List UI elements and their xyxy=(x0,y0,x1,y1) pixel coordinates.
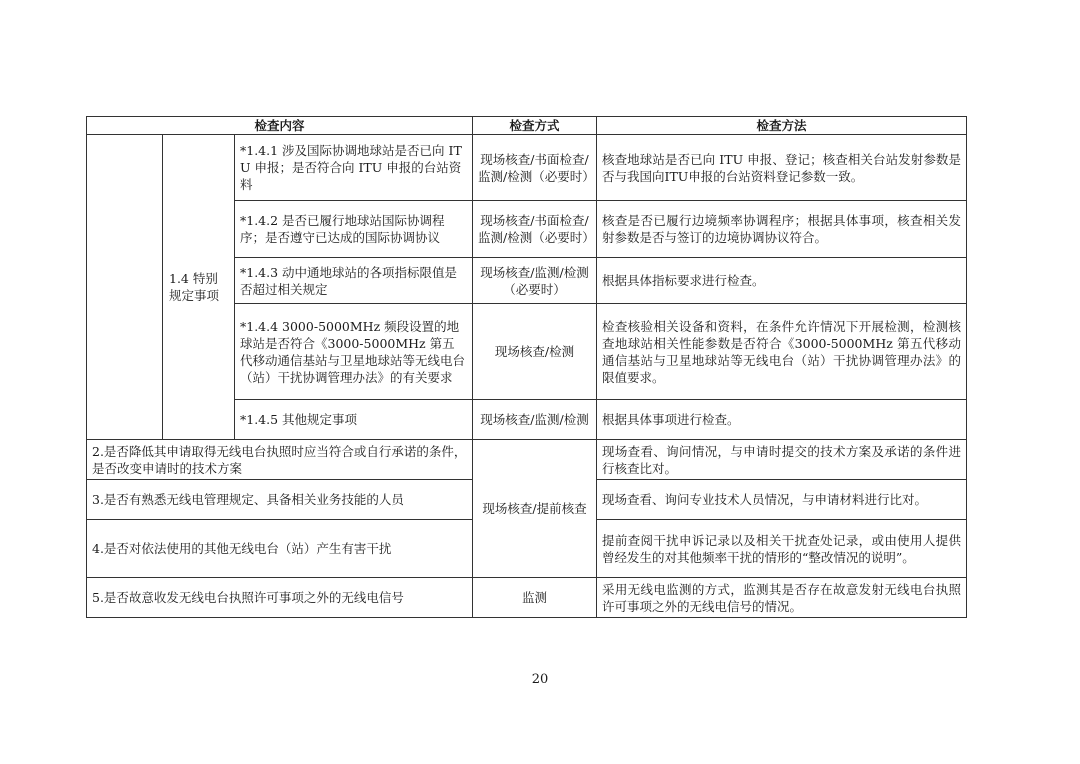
item-content: *1.4.1 涉及国际协调地球站是否已向 ITU 申报；是否符合向 ITU 申报的台站资料 xyxy=(235,135,473,201)
header-row xyxy=(87,117,967,135)
item-content: *1.4.3 动中通地球站的各项指标限值是否超过相关规定 xyxy=(235,258,473,304)
header-content: 检查内容 xyxy=(87,117,473,135)
item-mode: 现场核查/检测 xyxy=(473,304,597,400)
row-method: 现场查看、询问专业技术人员情况，与申请材料进行比对。 xyxy=(597,480,967,520)
section-label: 1.4 特别规定事项 xyxy=(163,135,235,440)
item-content: *1.4.5 其他规定事项 xyxy=(235,400,473,440)
blank-cell xyxy=(87,135,163,440)
row-method: 采用无线电监测的方式，监测其是否存在故意发射无线电台执照许可事项之外的无线电信号的情况。 xyxy=(597,578,967,618)
row-method: 提前查阅干扰申诉记录以及相关干扰查处记录，或由使用人提供曾经发生的对其他频率干扰的情形的“整改情况的说明”。 xyxy=(597,520,967,578)
item-mode: 现场核查/书面检查/监测/检测（必要时） xyxy=(473,135,597,201)
row-content: 3.是否有熟悉无线电管理规定、具备相关业务技能的人员 xyxy=(87,480,473,520)
item-mode: 现场核查/监测/检测 xyxy=(473,400,597,440)
shared-mode: 现场核查/提前核查 xyxy=(473,440,597,578)
table-row xyxy=(87,135,967,201)
item-content: *1.4.4 3000-5000MHz 频段设置的地球站是否符合《3000-5000MHz 第五代移动通信基站与卫星地球站等无线电台（站）干扰协调管理办法》的有关要求 xyxy=(235,304,473,400)
item-method: 核查是否已履行边境频率协调程序；根据具体事项，核查相关发射参数是否与签订的边境协调协议符合。 xyxy=(597,201,967,258)
row-content: 5.是否故意收发无线电台执照许可事项之外的无线电信号 xyxy=(87,578,473,618)
row-method: 现场查看、询问情况，与申请时提交的技术方案及承诺的条件进行核查比对。 xyxy=(597,440,967,480)
table-row xyxy=(87,578,967,618)
item-method: 检查核验相关设备和资料，在条件允许情况下开展检测，检测核查地球站相关性能参数是否符合《3000-5000MHz 第五代移动通信基站与卫星地球站等无线电台（站）干扰协调管理办法》的限值要求。 xyxy=(597,304,967,400)
item-content: *1.4.2 是否已履行地球站国际协调程序；是否遵守已达成的国际协调协议 xyxy=(235,201,473,258)
row-mode: 监测 xyxy=(473,578,597,618)
page-number: 20 xyxy=(531,672,549,687)
header-method: 检查方法 xyxy=(597,117,967,135)
item-method: 根据具体事项进行检查。 xyxy=(597,400,967,440)
row-content: 2.是否降低其申请取得无线电台执照时应当符合或自行承诺的条件，是否改变申请时的技术方案 xyxy=(87,440,473,480)
header-mode: 检查方式 xyxy=(473,117,597,135)
item-method: 根据具体指标要求进行检查。 xyxy=(597,258,967,304)
row-content: 4.是否对依法使用的其他无线电台（站）产生有害干扰 xyxy=(87,520,473,578)
item-method: 核查地球站是否已向 ITU 申报、登记；核查相关台站发射参数是否与我国向ITU申报的台站资料登记参数一致。 xyxy=(597,135,967,201)
item-mode: 现场核查/书面检查/监测/检测（必要时） xyxy=(473,201,597,258)
item-mode: 现场核查/监测/检测（必要时） xyxy=(473,258,597,304)
table-row xyxy=(87,440,967,480)
inspection-table xyxy=(86,116,967,618)
